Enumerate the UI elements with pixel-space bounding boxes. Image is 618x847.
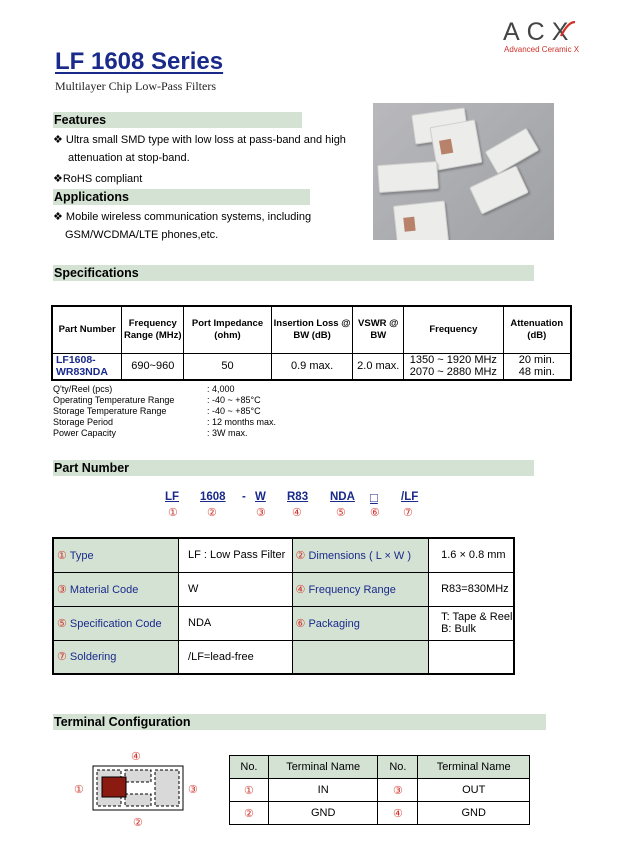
chip-footprint-icon xyxy=(92,765,184,811)
cell-frequency-range: 690~960 xyxy=(122,353,184,380)
header-frequency-range: Frequency Range (MHz) xyxy=(122,306,184,353)
cell-port-impedance: 50 xyxy=(184,353,272,380)
header-no-2: No. xyxy=(378,756,418,779)
header-insertion-loss: Insertion Loss @ BW (dB) xyxy=(271,306,353,353)
code-specification: NDA xyxy=(330,491,355,503)
value-specification-code: NDA xyxy=(179,606,292,640)
terminal-no: ④ xyxy=(378,802,418,825)
code-number-4: ④ xyxy=(292,507,302,519)
features-heading: Features xyxy=(53,112,302,128)
terminal-no: ② xyxy=(230,802,269,825)
diagram-label-left: ① xyxy=(74,784,84,796)
chip-2 xyxy=(430,119,483,170)
code-size: 1608 xyxy=(200,491,226,503)
spec-detail-value-3: : 12 months max. xyxy=(207,417,277,427)
application-line-2: GSM/WCDMA/LTE phones,etc. xyxy=(65,229,219,241)
page-title: LF 1608 Series xyxy=(55,48,224,75)
label-specification-code: ⑤ Specification Code xyxy=(53,606,179,640)
header-part-number: Part Number xyxy=(52,306,122,353)
spec-detail-value-1: : -40 ~ +85°C xyxy=(207,395,261,405)
part-code-table xyxy=(52,537,515,675)
code-number-6: ⑥ xyxy=(370,507,380,519)
terminal-diagram xyxy=(72,750,208,828)
header-frequency: Frequency xyxy=(404,306,503,353)
label-packaging: ⑥ Packaging xyxy=(292,606,429,640)
code-soldering: /LF xyxy=(401,491,419,503)
logo-tagline: Advanced Ceramic X xyxy=(504,45,580,54)
label-material-code: ③ Material Code xyxy=(53,572,179,606)
value-empty xyxy=(429,640,514,674)
terminal-name: OUT xyxy=(418,779,530,802)
terminal-table xyxy=(229,755,530,825)
chip-3 xyxy=(377,161,439,193)
terminal-name: GND xyxy=(418,802,530,825)
code-series: LF xyxy=(165,491,180,503)
application-line-1: ❖ Mobile wireless communication systems, including xyxy=(53,211,312,223)
cell-frequency: 1350 ~ 1920 MHz 2070 ~ 2880 MHz xyxy=(404,353,503,380)
chip-pad xyxy=(403,217,415,232)
diagram-label-bottom: ② xyxy=(133,817,143,829)
specifications-heading: Specifications xyxy=(53,265,534,281)
header-port-impedance: Port Impedance (ohm) xyxy=(184,306,272,353)
feature-line-2: attenuation at stop-band. xyxy=(68,152,190,164)
code-frequency: R83 xyxy=(287,491,309,503)
chip-6 xyxy=(393,200,449,240)
value-soldering: /LF=lead-free xyxy=(179,640,292,674)
terminal-name: IN xyxy=(268,779,378,802)
terminal-no: ① xyxy=(230,779,269,802)
code-number-3: ③ xyxy=(256,507,266,519)
cell-insertion-loss: 0.9 max. xyxy=(271,353,353,380)
code-material: W xyxy=(255,491,266,503)
code-number-2: ② xyxy=(207,507,217,519)
spec-detail-value-0: : 4,000 xyxy=(207,384,235,394)
spec-detail-label-2: Storage Temperature Range xyxy=(53,406,167,416)
code-packaging-box: □ xyxy=(370,490,378,505)
label-frequency-range: ④ Frequency Range xyxy=(292,572,429,606)
page-subtitle: Multilayer Chip Low-Pass Filters xyxy=(55,79,216,93)
label-dimensions: ② Dimensions ( L × W ) xyxy=(292,538,429,572)
spec-detail-value-2: : -40 ~ +85°C xyxy=(207,406,261,416)
spec-detail-label-1: Operating Temperature Range xyxy=(53,395,175,405)
value-dimensions: 1.6 × 0.8 mm xyxy=(429,538,514,572)
product-photo xyxy=(373,103,554,240)
feature-line-3: ❖RoHS compliant xyxy=(53,173,143,185)
value-frequency-range: R83=830MHz xyxy=(429,572,514,606)
header-no-1: No. xyxy=(230,756,269,779)
label-empty xyxy=(292,640,429,674)
acx-logo xyxy=(497,18,587,58)
spec-detail-label-3: Storage Period xyxy=(53,417,114,427)
value-material-code: W xyxy=(179,572,292,606)
logo-letters: ACX xyxy=(503,18,576,46)
header-vswr: VSWR @ BW xyxy=(353,306,404,353)
specification-table xyxy=(51,305,572,381)
label-type: ① Type xyxy=(53,538,179,572)
diagram-label-top: ④ xyxy=(131,751,141,763)
terminal-heading: Terminal Configuration xyxy=(53,714,546,730)
code-number-1: ① xyxy=(168,507,178,519)
header-attenuation: Attenuation (dB) xyxy=(503,306,571,353)
cell-attenuation: 20 min. 48 min. xyxy=(503,353,571,380)
terminal-no: ③ xyxy=(378,779,418,802)
feature-line-1: ❖ Ultra small SMD type with low loss at pass-band and high xyxy=(53,134,346,146)
code-number-7: ⑦ xyxy=(403,507,413,519)
chip-pad xyxy=(439,139,453,155)
spec-detail-label-4: Power Capacity xyxy=(53,428,117,438)
label-soldering: ⑦ Soldering xyxy=(53,640,179,674)
cell-vswr: 2.0 max. xyxy=(353,353,404,380)
header-terminal-name-1: Terminal Name xyxy=(268,756,378,779)
spec-detail-label-0: Q'ty/Reel (pcs) xyxy=(53,384,113,394)
code-number-5: ⑤ xyxy=(336,507,346,519)
diagram-label-right: ③ xyxy=(188,784,198,796)
header-terminal-name-2: Terminal Name xyxy=(418,756,530,779)
value-type: LF : Low Pass Filter xyxy=(179,538,292,572)
terminal-name: GND xyxy=(268,802,378,825)
logo-swoosh-icon xyxy=(559,20,577,38)
applications-heading: Applications xyxy=(53,189,310,205)
code-dash: - xyxy=(242,491,246,503)
part-number-heading: Part Number xyxy=(53,460,534,476)
chip-5 xyxy=(469,165,529,214)
spec-detail-value-4: : 3W max. xyxy=(207,428,248,438)
value-packaging: T: Tape & Reel B: Bulk xyxy=(429,606,514,640)
cell-part-number: LF1608- WR83NDA xyxy=(52,353,122,380)
